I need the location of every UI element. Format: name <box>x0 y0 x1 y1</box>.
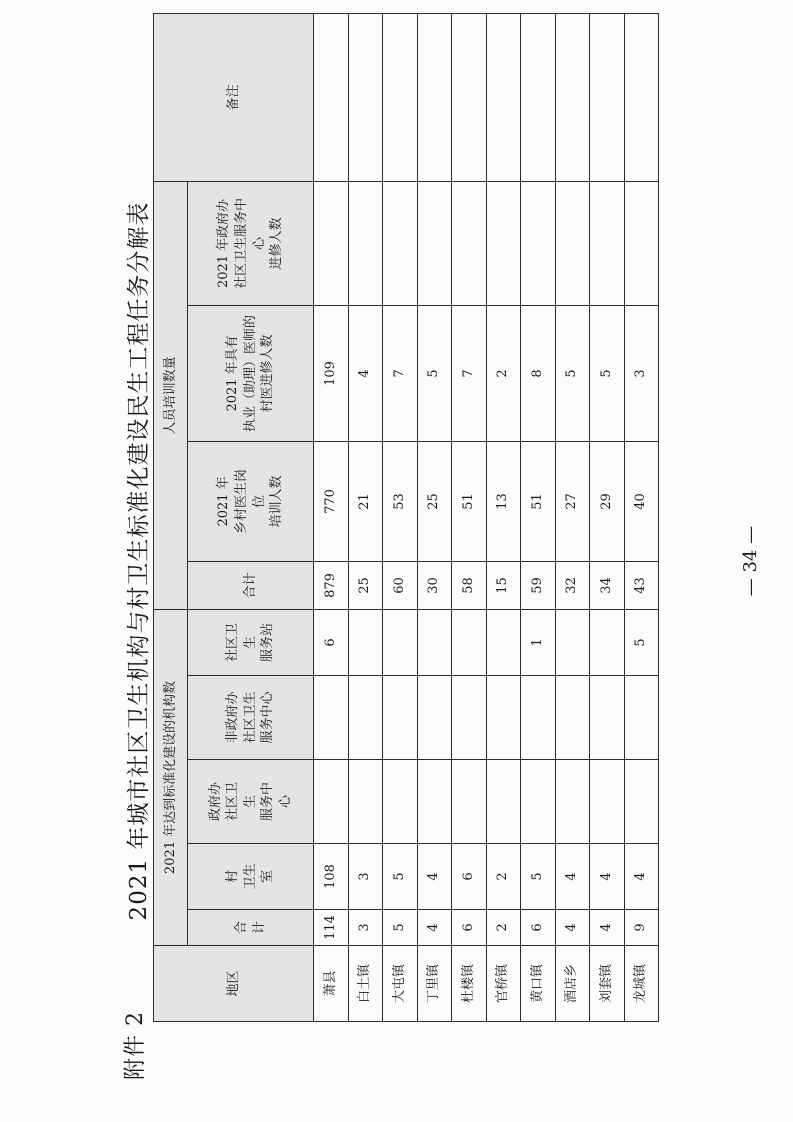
cell-region: 官桥镇 <box>486 946 521 1022</box>
cell-village-clinic: 4 <box>555 844 590 910</box>
cell-inst-total: 4 <box>417 910 452 946</box>
cell-gov-center <box>590 760 625 844</box>
cell-inst-total: 4 <box>590 910 625 946</box>
cell-nongov-center <box>590 676 625 760</box>
cell-gov-center <box>417 760 452 844</box>
cell-nongov-center <box>555 676 590 760</box>
document-title: 2021 年城市社区卫生机构与村卫生标准化建设民生工程任务分解表 <box>126 201 152 921</box>
header-station: 社区卫 生 服务站 <box>188 609 314 675</box>
cell-inst-total: 3 <box>348 910 383 946</box>
cell-remarks <box>624 13 659 181</box>
table-row <box>521 13 556 1021</box>
cell-physician-village-doctor: 109 <box>314 305 349 441</box>
cell-remarks <box>486 13 521 181</box>
header-institutions-group: 2021 年达到标准化建设的机构数 <box>154 609 188 945</box>
cell-train-total: 15 <box>486 561 521 609</box>
cell-nongov-center <box>383 676 418 760</box>
cell-physician-village-doctor: 5 <box>417 305 452 441</box>
cell-region: 丁里镇 <box>417 946 452 1022</box>
cell-gov-center <box>348 760 383 844</box>
cell-remarks <box>555 13 590 181</box>
cell-village-doctor-training: 53 <box>383 441 418 561</box>
table-row <box>486 13 521 1021</box>
cell-village-doctor-training: 27 <box>555 441 590 561</box>
cell-region: 龙城镇 <box>624 946 659 1022</box>
cell-train-total: 30 <box>417 561 452 609</box>
cell-train-total: 58 <box>452 561 487 609</box>
cell-train-total: 25 <box>348 561 383 609</box>
header-remarks: 备注 <box>154 13 314 181</box>
cell-nongov-center <box>486 676 521 760</box>
cell-train-total: 879 <box>314 561 349 609</box>
cell-remarks <box>348 13 383 181</box>
cell-gov-center-training <box>521 181 556 305</box>
cell-region: 酒店乡 <box>555 946 590 1022</box>
cell-village-clinic: 5 <box>521 844 556 910</box>
cell-village-clinic: 6 <box>452 844 487 910</box>
cell-village-doctor-training: 51 <box>452 441 487 561</box>
cell-station <box>555 609 590 675</box>
table-row <box>348 13 383 1021</box>
cell-gov-center-training <box>383 181 418 305</box>
cell-gov-center <box>624 760 659 844</box>
cell-gov-center-training <box>348 181 383 305</box>
cell-gov-center-training <box>555 181 590 305</box>
cell-station: 6 <box>314 609 349 675</box>
cell-inst-total: 2 <box>486 910 521 946</box>
table-row <box>555 13 590 1021</box>
cell-nongov-center <box>348 676 383 760</box>
cell-region: 大屯镇 <box>383 946 418 1022</box>
cell-region: 萧县 <box>314 946 349 1022</box>
cell-remarks <box>314 13 349 181</box>
cell-inst-total: 4 <box>555 910 590 946</box>
cell-station: 5 <box>624 609 659 675</box>
cell-station <box>348 609 383 675</box>
cell-remarks <box>521 13 556 181</box>
cell-station <box>383 609 418 675</box>
cell-train-total: 34 <box>590 561 625 609</box>
header-nongov-center: 非政府办 社区卫生 服务中心 <box>188 676 314 760</box>
cell-remarks <box>590 13 625 181</box>
cell-village-clinic: 5 <box>383 844 418 910</box>
cell-region: 白土镇 <box>348 946 383 1022</box>
cell-village-clinic: 108 <box>314 844 349 910</box>
cell-village-doctor-training: 770 <box>314 441 349 561</box>
header-gov-center: 政府办 社区卫 生 服务中 心 <box>188 760 314 844</box>
task-breakdown-table <box>153 13 659 1022</box>
cell-gov-center-training <box>452 181 487 305</box>
table-row <box>590 13 625 1021</box>
cell-station <box>417 609 452 675</box>
header-region: 地区 <box>154 946 314 1022</box>
header-gov-center-training: 2021 年政府办 社区卫生服务中 心 进修人数 <box>188 181 314 305</box>
cell-station: 1 <box>521 609 556 675</box>
cell-physician-village-doctor: 7 <box>383 305 418 441</box>
cell-nongov-center <box>624 676 659 760</box>
cell-gov-center <box>383 760 418 844</box>
page-number: — 34 — <box>740 525 761 597</box>
cell-remarks <box>452 13 487 181</box>
header-village-doctor-training: 2021 年 乡村医生岗 位 培训人数 <box>188 441 314 561</box>
table-body <box>314 13 659 1021</box>
cell-village-doctor-training: 40 <box>624 441 659 561</box>
cell-gov-center-training <box>314 181 349 305</box>
header-village-clinic: 村 卫生 室 <box>188 844 314 910</box>
header-training-group: 人员培训数量 <box>154 181 188 609</box>
cell-nongov-center <box>452 676 487 760</box>
cell-physician-village-doctor: 5 <box>555 305 590 441</box>
attachment-label: 附件 2 <box>123 1011 148 1080</box>
cell-region: 杜楼镇 <box>452 946 487 1022</box>
table-row <box>624 13 659 1021</box>
cell-inst-total: 6 <box>521 910 556 946</box>
cell-train-total: 43 <box>624 561 659 609</box>
cell-nongov-center <box>521 676 556 760</box>
cell-gov-center <box>314 760 349 844</box>
cell-village-clinic: 4 <box>590 844 625 910</box>
cell-physician-village-doctor: 4 <box>348 305 383 441</box>
cell-gov-center-training <box>486 181 521 305</box>
cell-gov-center-training <box>624 181 659 305</box>
cell-station <box>452 609 487 675</box>
cell-village-doctor-training: 21 <box>348 441 383 561</box>
cell-region: 刘套镇 <box>590 946 625 1022</box>
cell-train-total: 32 <box>555 561 590 609</box>
cell-village-doctor-training: 13 <box>486 441 521 561</box>
cell-village-doctor-training: 51 <box>521 441 556 561</box>
header-inst-total: 合 计 <box>188 910 314 946</box>
cell-inst-total: 5 <box>383 910 418 946</box>
cell-gov-center-training <box>590 181 625 305</box>
header-train-total: 合计 <box>188 561 314 609</box>
cell-village-clinic: 4 <box>624 844 659 910</box>
table-row <box>314 13 349 1021</box>
cell-village-doctor-training: 29 <box>590 441 625 561</box>
cell-physician-village-doctor: 8 <box>521 305 556 441</box>
cell-remarks <box>417 13 452 181</box>
cell-station <box>486 609 521 675</box>
table-row <box>383 13 418 1021</box>
cell-village-clinic: 4 <box>417 844 452 910</box>
cell-physician-village-doctor: 3 <box>624 305 659 441</box>
cell-village-doctor-training: 25 <box>417 441 452 561</box>
cell-train-total: 59 <box>521 561 556 609</box>
cell-gov-center <box>555 760 590 844</box>
cell-inst-total: 6 <box>452 910 487 946</box>
cell-physician-village-doctor: 7 <box>452 305 487 441</box>
cell-nongov-center <box>417 676 452 760</box>
cell-gov-center <box>486 760 521 844</box>
cell-village-clinic: 3 <box>348 844 383 910</box>
cell-station <box>590 609 625 675</box>
table-row <box>417 13 452 1021</box>
cell-remarks <box>383 13 418 181</box>
cell-inst-total: 114 <box>314 910 349 946</box>
cell-physician-village-doctor: 2 <box>486 305 521 441</box>
cell-inst-total: 9 <box>624 910 659 946</box>
cell-physician-village-doctor: 5 <box>590 305 625 441</box>
table-row <box>452 13 487 1021</box>
cell-village-clinic: 2 <box>486 844 521 910</box>
cell-nongov-center <box>314 676 349 760</box>
header-physician-village-doctor: 2021 年具有 执业（助理）医师的 村医进修人数 <box>188 305 314 441</box>
cell-region: 黄口镇 <box>521 946 556 1022</box>
cell-gov-center <box>452 760 487 844</box>
cell-train-total: 60 <box>383 561 418 609</box>
cell-gov-center-training <box>417 181 452 305</box>
cell-gov-center <box>521 760 556 844</box>
